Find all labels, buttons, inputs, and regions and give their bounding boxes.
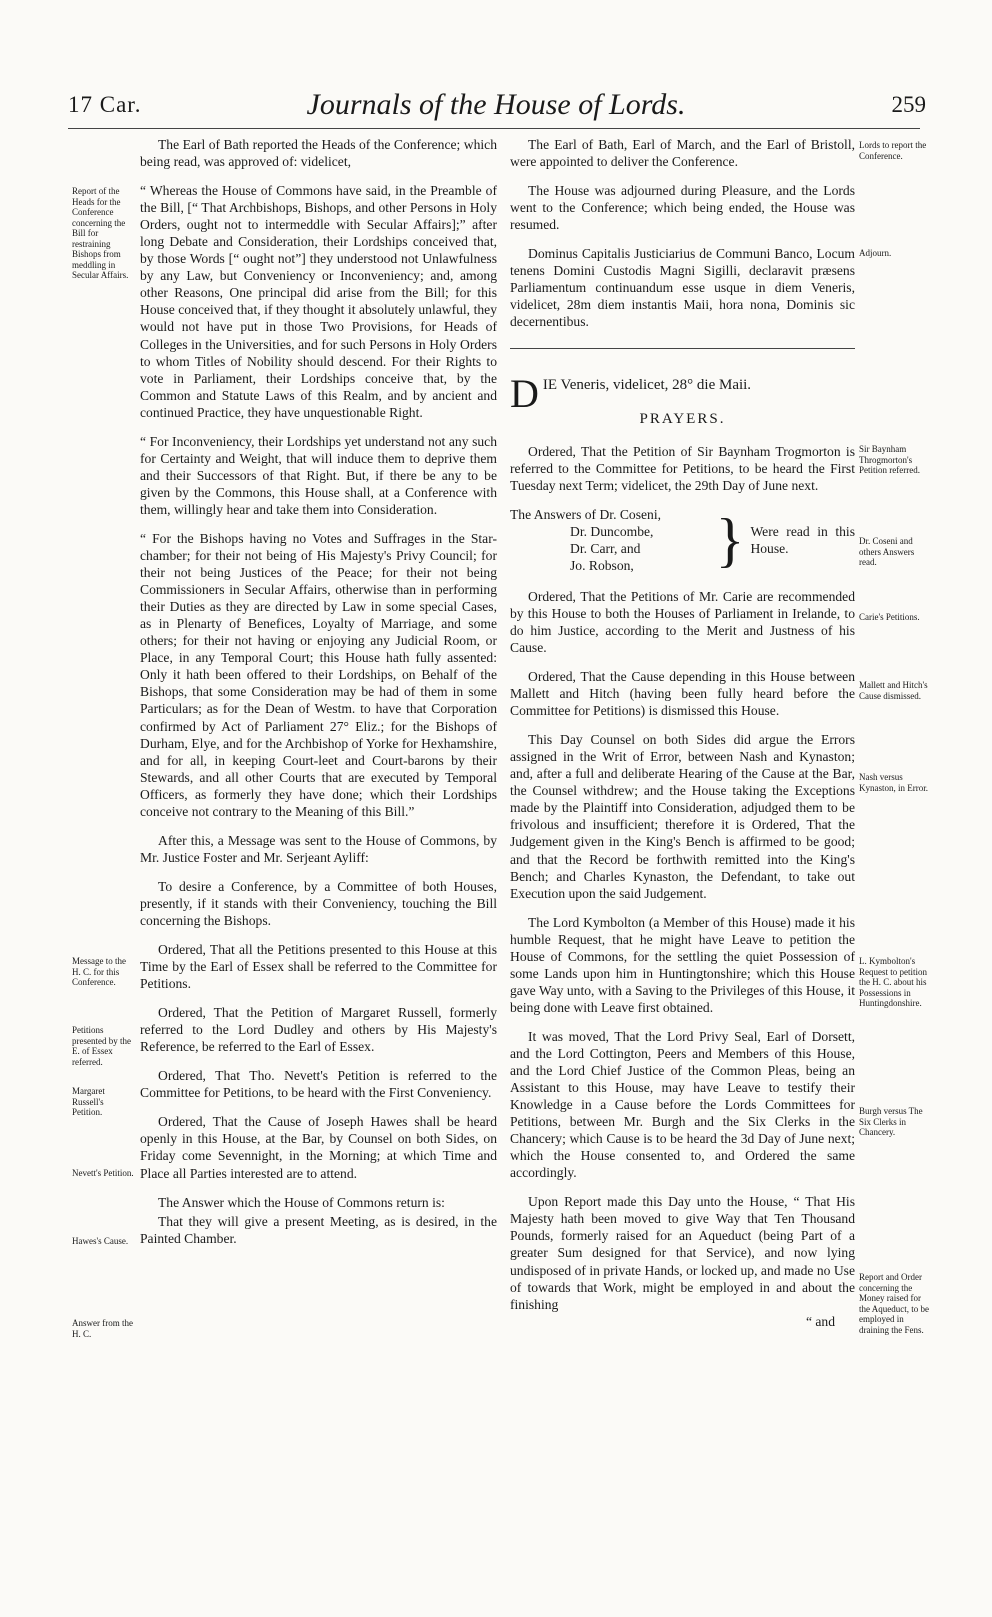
- margin-note: Adjourn.: [859, 248, 892, 258]
- paragraph: After this, a Message was sent to the House of Commons, by Mr. Justice Foster and Mr. Serjeant Ayliff:: [140, 832, 497, 865]
- answers-block: [510, 506, 855, 574]
- prayers-heading: PRAYERS.: [639, 411, 726, 428]
- margin-note: Message to the H. C. for this Conference.: [72, 956, 126, 987]
- answers-names: [510, 506, 710, 574]
- paragraph: Upon Report made this Day unto the House, “ That His Majesty hath been moved to give Way that Ten Thousand Pounds, formerly raised for an Aqueduct (being Part of a greater Sum designed for that Service), and now lying undisposed of in private Hands, or locked up, and made no Use of towards that Work, might be employed in and about the finishing: [510, 1194, 855, 1312]
- paragraph: Ordered, That Tho. Nevett's Petition is referred to the Committee for Petitions, to be heard with the First Conveniency.: [140, 1068, 497, 1101]
- drop-capital: D: [510, 371, 539, 417]
- margin-note: Report and Order concerning the Money raised for the Aqueduct, to be employed in draining the Fens.: [859, 1272, 929, 1335]
- journal-title: Journals of the House of Lords.: [306, 88, 686, 121]
- margin-note: Sir Baynham Throgmorton's Petition referred.: [859, 444, 920, 475]
- quoted-paragraph: “ For Inconveniency, their Lordships yet understand not any such for Certainty and Weight, that will induce them to deprive them and their Successors of that Right. But, if there be any to be given by the Commons, this House shall, at a Conference with them, willingly hear and take them into Consideration.: [140, 433, 497, 517]
- margin-note: Margaret Russell's Petition.: [72, 1086, 105, 1117]
- margin-note: Lords to report the Conference.: [859, 140, 927, 161]
- answers-result: Were read in this House.: [750, 523, 855, 556]
- paragraph: Ordered, That the Cause depending in this House between Mallett and Hitch (having been fully heard before the Committee for Petitions) is dismissed this House.: [510, 669, 855, 719]
- paragraph: The House was adjourned during Pleasure, and the Lords went to the Conference; which being ended, the House was resumed.: [510, 183, 855, 233]
- paragraph: Ordered, That the Petitions of Mr. Carie are recommended by this House to both the Houses of Parliament in Irelande, to do him Justice, according to the Merit and Justness of his Cause.: [510, 588, 855, 655]
- paragraph: Ordered, That the Cause of Joseph Hawes shall be heard openly in this House, at the Bar, by Counsel on both Sides, on Friday come Sevennight, in the Morning; at which Time and Place all Parties interested are to attend.: [140, 1114, 497, 1181]
- paragraph: Ordered, That the Petition of Sir Baynham Trogmorton is referred to the Committee for Petitions, to be heard the First Tuesday next Term; videlicet, the 29th Day of June next.: [510, 443, 855, 493]
- answer-name: The Answers of Dr. Coseni,: [510, 506, 662, 522]
- answer-name: Dr. Carr, and: [570, 540, 641, 556]
- quoted-paragraph: “ Whereas the House of Commons have said, in the Preamble of the Bill, [“ That Archbishops, Bishops, and other Persons in Holy Orders, ought not to intermeddle with Secular Affairs];” after long Debate and Consideration, their Lordships conceived that, by those Words [“ ought not”] they understood not Unlawfulness by any Law, but Conveniency or Inconveniency; and, among other Reasons, One principal did arise from the Bill; for this House conceived that, if they thought it absolutely unlawful, they would not have put in those Two Provisions, for Heads of Colleges in the Universities, and for such Persons in Holy Orders to whom Titles of Nobility should descend. For their Rights to vote in Parliament, their Lordships conceive that, by the Common and Statute Laws of this Realm, and by ancient and continued Practice, they have unquestionable Right.: [140, 183, 497, 420]
- margin-note: Nevett's Petition.: [72, 1168, 134, 1178]
- paragraph: The Lord Kymbolton (a Member of this House) made it his humble Request, that he might have Leave to petition the House of Commons, for the settling the quiet Possession of some Lands upon him in Huntingtonshire; which this House gave Way unto, with a Saving to the Privileges of this House, it being done with Leave first obtained.: [510, 914, 855, 1015]
- paragraph: Ordered, That the Petition of Margaret Russell, formerly referred to the Lord Dudley and others by His Majesty's Reference, be referred to the Earl of Essex.: [140, 1005, 497, 1055]
- page-number: 259: [891, 92, 926, 117]
- margin-note: L. Kymbolton's Request to petition the H. C. about his Possessions in Huntingdonshire.: [859, 956, 927, 1008]
- paragraph: The Answer which the House of Commons return is:: [158, 1194, 445, 1210]
- margin-note: Hawes's Cause.: [72, 1236, 129, 1246]
- answer-name: Jo. Robson,: [570, 557, 634, 573]
- paragraph: It was moved, That the Lord Privy Seal, Earl of Dorsett, and the Lord Cottington, Peers and Members of this House, and the Lord Chief Justice of the Common Pleas, being an Assistant to this House, may have Leave to testify their Knowledge in a Cause before the Lords Committees for Petitions, between Mr. Burgh and the Six Clerks in the Chancery; which Cause is to be heard the 3d Day of June next; which the House consented to, and Ordered the same accordingly.: [510, 1028, 855, 1181]
- margin-note: Burgh versus The Six Clerks in Chancery.: [859, 1106, 923, 1137]
- quoted-paragraph: “ For the Bishops having no Votes and Suffrages in the Star-chamber; for their not being of His Majesty's Privy Council; for their not being Justices of the Peace; for their not being Commissioners in Secular Affairs, otherwise than in performing their Duties as they are directed by Law in some special Cases, as in Plenarty of Benefices, Loyalty of Marriage, and some others; for their not having or enjoying any Judicial Room, or Place, in any Temporal Court; this House hath fully assented: Only it hath been offered to their Lordships, on Behalf of the Bishops, that some Consideration may be had of them in some Particulars; as for the Dean of Westm. to have that Corporation confirmed by Act of Parliament 27° Eliz.; for the Bishops of Durham, Elye, and for the Archbishop of Yorke for Hexhamshire, and for all, in keeping Court-leet and Court-barons by their Stewards, and all other Courts that are executed by Temporal Officers, as formerly they have done; which their Lordships conceive not contrary to the Meaning of this Bill.”: [140, 530, 497, 819]
- paragraph: To desire a Conference, by a Committee of both Houses, presently, if it stands with their Conveniency, touching the Bill concerning the Bishops.: [140, 878, 497, 928]
- brace-glyph: }: [715, 506, 745, 573]
- paragraph: The Earl of Bath reported the Heads of the Conference; which being read, was approved of: videlicet,: [140, 137, 497, 170]
- paragraph: Ordered, That all the Petitions presented to this House at this Time by the Earl of Essex shall be referred to the Committee for Petitions.: [140, 942, 497, 992]
- section-divider: [510, 348, 855, 349]
- margin-note: Answer from the H. C.: [72, 1318, 133, 1339]
- margin-note: Report of the Heads for the Conference concerning the Bill for restraining Bishops from meddling in Secular Affairs.: [72, 186, 129, 280]
- catchword: “ and: [805, 1313, 835, 1329]
- paragraph: That they will give a present Meeting, as is desired, in the Painted Chamber.: [140, 1213, 497, 1246]
- left-column: [140, 136, 497, 1259]
- day-heading: [510, 371, 855, 417]
- margin-note: Mallett and Hitch's Cause dismissed.: [859, 680, 928, 701]
- margin-note: Carie's Petitions.: [859, 612, 920, 622]
- day-heading-text: IE Veneris, videlicet, 28° die Maii.: [542, 377, 752, 394]
- paragraph: Dominus Capitalis Justiciarius de Communi Banco, Locum tenens Domini Custodis Magni Sigilli, declaravit præsens Parliamentum continuandum esse usque in diem Veneris, videlicet, 28m diem instantis Maii, hora nona, Dominis sic decernentibus.: [510, 246, 855, 330]
- regnal-year: 17 Car.: [68, 92, 142, 117]
- right-column: [510, 136, 855, 1330]
- paragraph: The Earl of Bath, Earl of March, and the Earl of Bristoll, were appointed to deliver the Conference.: [510, 137, 855, 170]
- margin-note: Petitions presented by the E. of Essex referred.: [72, 1025, 131, 1067]
- header-rule: [68, 128, 920, 129]
- paragraph: This Day Counsel on both Sides did argue the Errors assigned in the Writ of Error, between Nash and Kynaston; and, after a full and deliberate Hearing of the Cause at the Bar, the Counsel withdrew; and the House taking the Exceptions made by the Plaintiff into Consideration, adjudged them to be frivolous and insufficient; therefore it is Ordered, That the Judgement given in the King's Bench is affirmed to be good; and that the Record be forthwith remitted into the King's Bench; and Charles Kynaston, the Defendant, to take out Execution upon the said Judgement.: [510, 732, 855, 901]
- answer-name: Dr. Duncombe,: [570, 523, 654, 539]
- margin-note: Dr. Coseni and others Answers read.: [859, 536, 915, 567]
- running-head: [0, 88, 992, 132]
- margin-note: Nash versus Kynaston, in Error.: [859, 772, 928, 793]
